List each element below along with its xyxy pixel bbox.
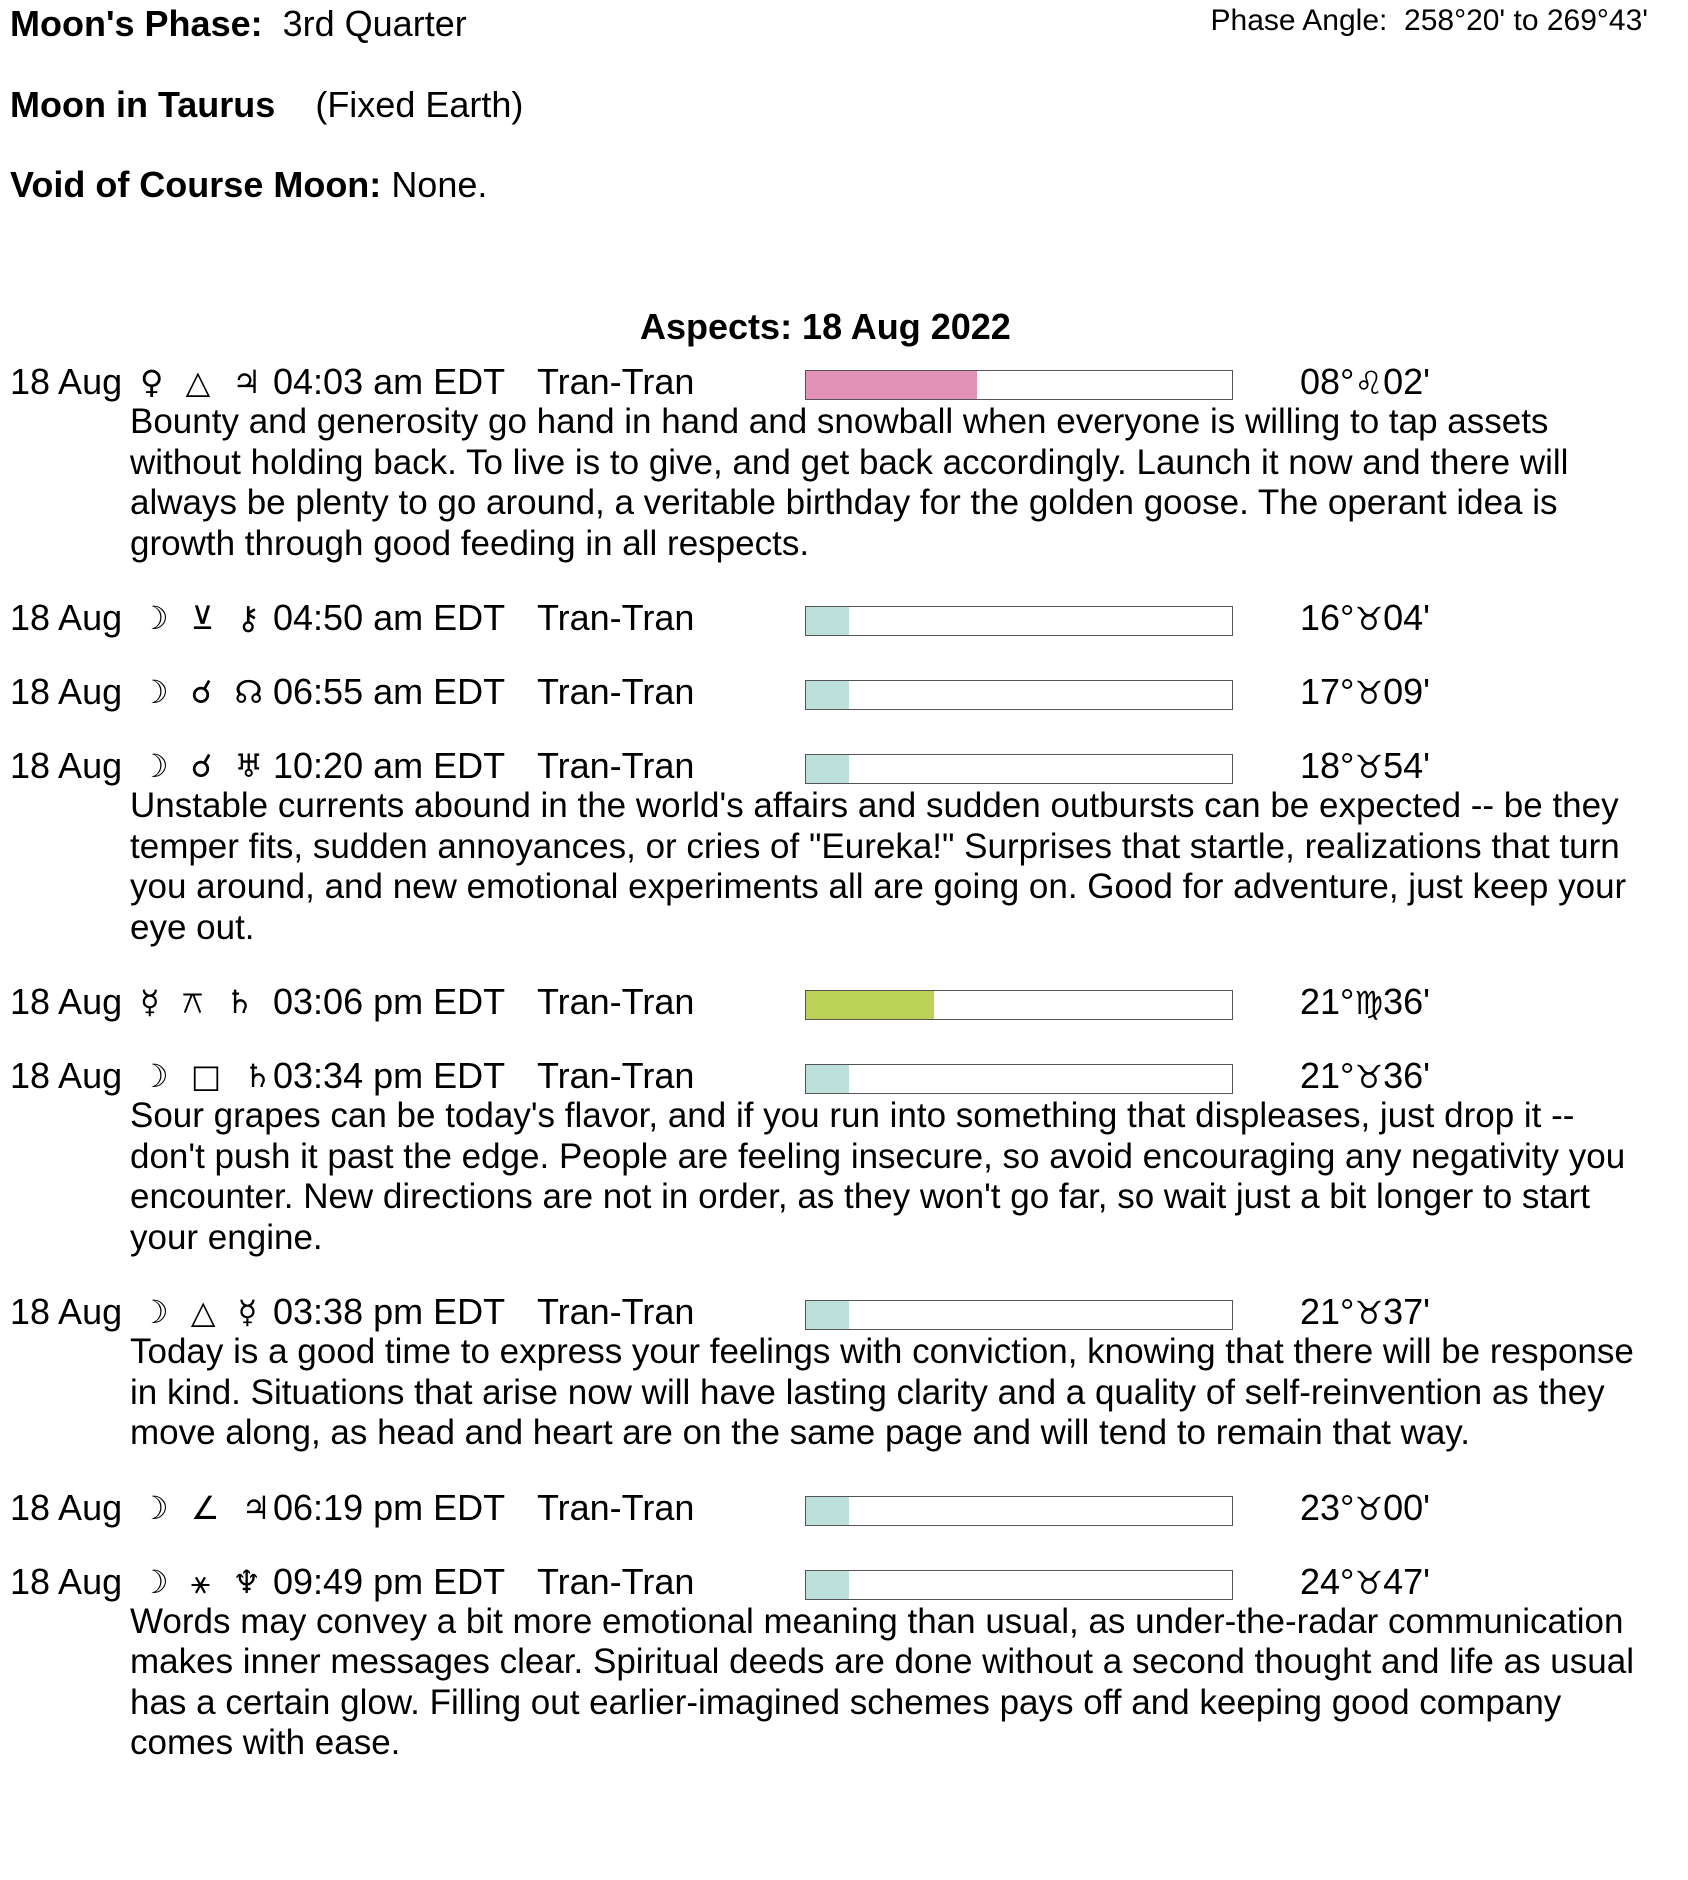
zodiac-sign-icon: ♉ (1354, 748, 1384, 786)
aspect-date: 18 Aug (10, 1560, 123, 1602)
aspect-list (0, 362, 1688, 1798)
aspect-description: Bounty and generosity go hand in hand and snowball when everyone is willing to tap assets without holding back. To live is to give, and get back accordingly. Launch it now and there will always be plenty to go around, a veritable birthday for the golden goose. The operant idea is growth through good feeding in all respects. (130, 402, 1569, 563)
aspect-position (1300, 1292, 1430, 1333)
aspect-minutes: 04' (1383, 597, 1431, 638)
zodiac-sign-icon: ♉ (1354, 1058, 1384, 1096)
aspect-glyphs-icon: ☽ ∠ ♃ (140, 1488, 277, 1527)
strength-bar (805, 754, 1233, 784)
aspect-entry (0, 1056, 1688, 1258)
aspect-type: Tran-Tran (537, 1055, 695, 1096)
aspect-time: 03:38 pm EDT (273, 1291, 506, 1332)
aspect-row (0, 1562, 1688, 1602)
aspect-degree: 21° (1300, 1291, 1355, 1332)
void-of-course-line (10, 164, 487, 206)
aspect-date: 18 Aug (10, 1291, 123, 1332)
strength-bar (805, 1570, 1233, 1600)
aspect-type: Tran-Tran (537, 981, 695, 1022)
aspect-glyphs-icon: ♀ △ ♃ (140, 363, 268, 401)
strength-bar (805, 1496, 1233, 1526)
aspect-glyphs-icon: ☽ □ ♄ (140, 1057, 278, 1095)
aspect-row (0, 982, 1688, 1022)
aspect-glyphs-icon: ☽ △ ☿ (140, 1293, 264, 1331)
aspect-type: Tran-Tran (537, 361, 695, 402)
strength-bar-fill (806, 607, 849, 635)
strength-bar-fill (806, 755, 849, 783)
aspect-position (1300, 982, 1430, 1023)
zodiac-sign-icon: ♉ (1354, 1489, 1384, 1528)
void-of-course-value: None. (391, 164, 488, 205)
aspect-minutes: 09' (1383, 671, 1431, 712)
aspect-entry (0, 1292, 1688, 1454)
aspect-description: Unstable currents abound in the world's affairs and sudden outbursts can be expected -- be they temper fits, sudden annoyances, or cries of "Eureka!" Surprises that startle, realizations that turn you around, and new emotional experiments all are going on. Good for adventure, just keep your eye out. (130, 786, 1627, 947)
aspect-row (0, 746, 1688, 786)
aspect-glyphs-icon: ☽ ☌ ♅ (140, 747, 270, 785)
moon-phase-line (10, 3, 467, 45)
aspect-degree: 08° (1300, 361, 1355, 402)
aspect-minutes: 36' (1383, 1055, 1431, 1096)
strength-bar-fill (806, 371, 977, 399)
aspect-degree: 24° (1300, 1560, 1355, 1602)
moon-phase-label: Moon's Phase: (10, 3, 263, 44)
strength-bar (805, 1300, 1233, 1330)
aspect-entry (0, 598, 1688, 638)
aspect-time: 03:06 pm EDT (273, 981, 506, 1022)
aspect-degree: 17° (1300, 671, 1355, 712)
strength-bar (805, 990, 1233, 1020)
zodiac-sign-icon: ♍ (1354, 984, 1384, 1022)
void-of-course-label: Void of Course Moon: (10, 164, 382, 205)
strength-bar-fill (806, 1065, 849, 1093)
aspect-minutes: 02' (1383, 361, 1431, 402)
zodiac-sign-icon: ♉ (1354, 674, 1384, 712)
aspect-date: 18 Aug (10, 981, 123, 1022)
aspect-type: Tran-Tran (537, 745, 695, 786)
strength-bar (805, 1064, 1233, 1094)
aspect-minutes: 36' (1383, 981, 1431, 1022)
aspect-date: 18 Aug (10, 361, 123, 402)
strength-bar-fill (806, 1301, 849, 1329)
aspect-time: 03:34 pm EDT (273, 1055, 506, 1096)
moon-sign-note: (Fixed Earth) (315, 84, 524, 125)
aspect-minutes: 00' (1383, 1486, 1431, 1528)
zodiac-sign-icon: ♉ (1354, 1294, 1384, 1332)
aspect-degree: 23° (1300, 1486, 1355, 1528)
aspect-row (0, 362, 1688, 402)
zodiac-sign-icon: ♉ (1354, 600, 1384, 638)
aspect-type: Tran-Tran (537, 671, 695, 712)
aspect-glyphs-icon: ☿ ⚻ ♄ (140, 983, 260, 1021)
aspects-title: Aspects: 18 Aug 2022 (640, 306, 1011, 347)
aspect-time: 09:49 pm EDT (273, 1560, 506, 1602)
aspect-row (0, 1292, 1688, 1332)
aspect-date: 18 Aug (10, 745, 123, 786)
aspect-time: 10:20 am EDT (273, 745, 506, 786)
zodiac-sign-icon: ♉ (1354, 1563, 1384, 1602)
aspect-position (1300, 1056, 1430, 1097)
phase-angle (1211, 4, 1648, 38)
strength-bar-fill (806, 1497, 849, 1525)
aspect-entry (0, 1562, 1688, 1764)
moon-phase-value: 3rd Quarter (282, 3, 467, 44)
aspect-time: 06:19 pm EDT (273, 1486, 506, 1528)
aspect-degree: 21° (1300, 981, 1355, 1022)
aspect-type: Tran-Tran (537, 1560, 695, 1602)
aspect-position (1300, 1562, 1430, 1603)
strength-bar-fill (806, 681, 849, 709)
aspect-position (1300, 672, 1430, 713)
aspect-time: 04:03 am EDT (273, 361, 506, 402)
aspect-glyphs-icon: ☽ ⊻ ⚷ (140, 599, 266, 637)
aspect-position (1300, 362, 1430, 403)
aspect-date: 18 Aug (10, 597, 123, 638)
aspect-row (0, 598, 1688, 638)
aspect-row (0, 1056, 1688, 1096)
aspect-date: 18 Aug (10, 671, 123, 712)
aspect-minutes: 47' (1383, 1560, 1431, 1602)
aspect-glyphs-icon: ☽ ⚹ ♆ (140, 1562, 267, 1601)
phase-angle-label: Phase Angle: (1210, 4, 1388, 37)
aspect-description: Words may convey a bit more emotional meaning than usual, as under-the-radar communication makes inner messages clear. Spiritual deeds are done without a second thought and life as usual has a certain glow. Filling out earlier-imagined schemes pays off and keeping good company comes with ease. (130, 1601, 1634, 1762)
aspect-glyphs-icon: ☽ ☌ ☊ (140, 673, 269, 711)
aspect-row (0, 1488, 1688, 1528)
zodiac-sign-icon: ♌ (1354, 364, 1384, 402)
aspect-type: Tran-Tran (537, 597, 695, 638)
aspect-minutes: 37' (1383, 1291, 1431, 1332)
aspect-position (1300, 1488, 1430, 1529)
aspect-degree: 21° (1300, 1055, 1355, 1096)
aspect-entry (0, 746, 1688, 948)
strength-bar (805, 606, 1233, 636)
aspect-time: 04:50 am EDT (273, 597, 506, 638)
aspect-minutes: 54' (1383, 745, 1431, 786)
strength-bar-fill (806, 1571, 849, 1599)
aspect-type: Tran-Tran (537, 1486, 695, 1528)
aspect-entry (0, 362, 1688, 564)
aspect-description: Today is a good time to express your feelings with conviction, knowing that there will be response in kind. Situations that arise now will have lasting clarity and a quality of self-reinvention as they move along, as head and heart are on the same page and will tend to remain that way. (130, 1332, 1634, 1452)
phase-angle-value: 258°20' to 269°43' (1404, 4, 1648, 37)
aspect-date: 18 Aug (10, 1486, 123, 1528)
strength-bar (805, 370, 1233, 400)
strength-bar (805, 680, 1233, 710)
aspect-position (1300, 746, 1430, 787)
aspect-degree: 16° (1300, 597, 1355, 638)
aspect-description: Sour grapes can be today's flavor, and if you run into something that displeases, just drop it -- don't push it past the edge. People are feeling insecure, so avoid encouraging any negativity you encounter. New directions are not in order, as they won't go far, so wait just a bit longer to start your engine. (130, 1096, 1626, 1257)
aspect-entry (0, 1488, 1688, 1528)
strength-bar-fill (806, 991, 934, 1019)
aspect-entry (0, 672, 1688, 712)
aspect-type: Tran-Tran (537, 1291, 695, 1332)
moon-sign-label: Moon in Taurus (10, 84, 276, 125)
aspect-entry (0, 982, 1688, 1022)
aspect-date: 18 Aug (10, 1055, 123, 1096)
aspect-position (1300, 598, 1430, 639)
aspect-row (0, 672, 1688, 712)
aspect-degree: 18° (1300, 745, 1355, 786)
moon-sign-line (10, 84, 523, 126)
aspect-time: 06:55 am EDT (273, 671, 506, 712)
